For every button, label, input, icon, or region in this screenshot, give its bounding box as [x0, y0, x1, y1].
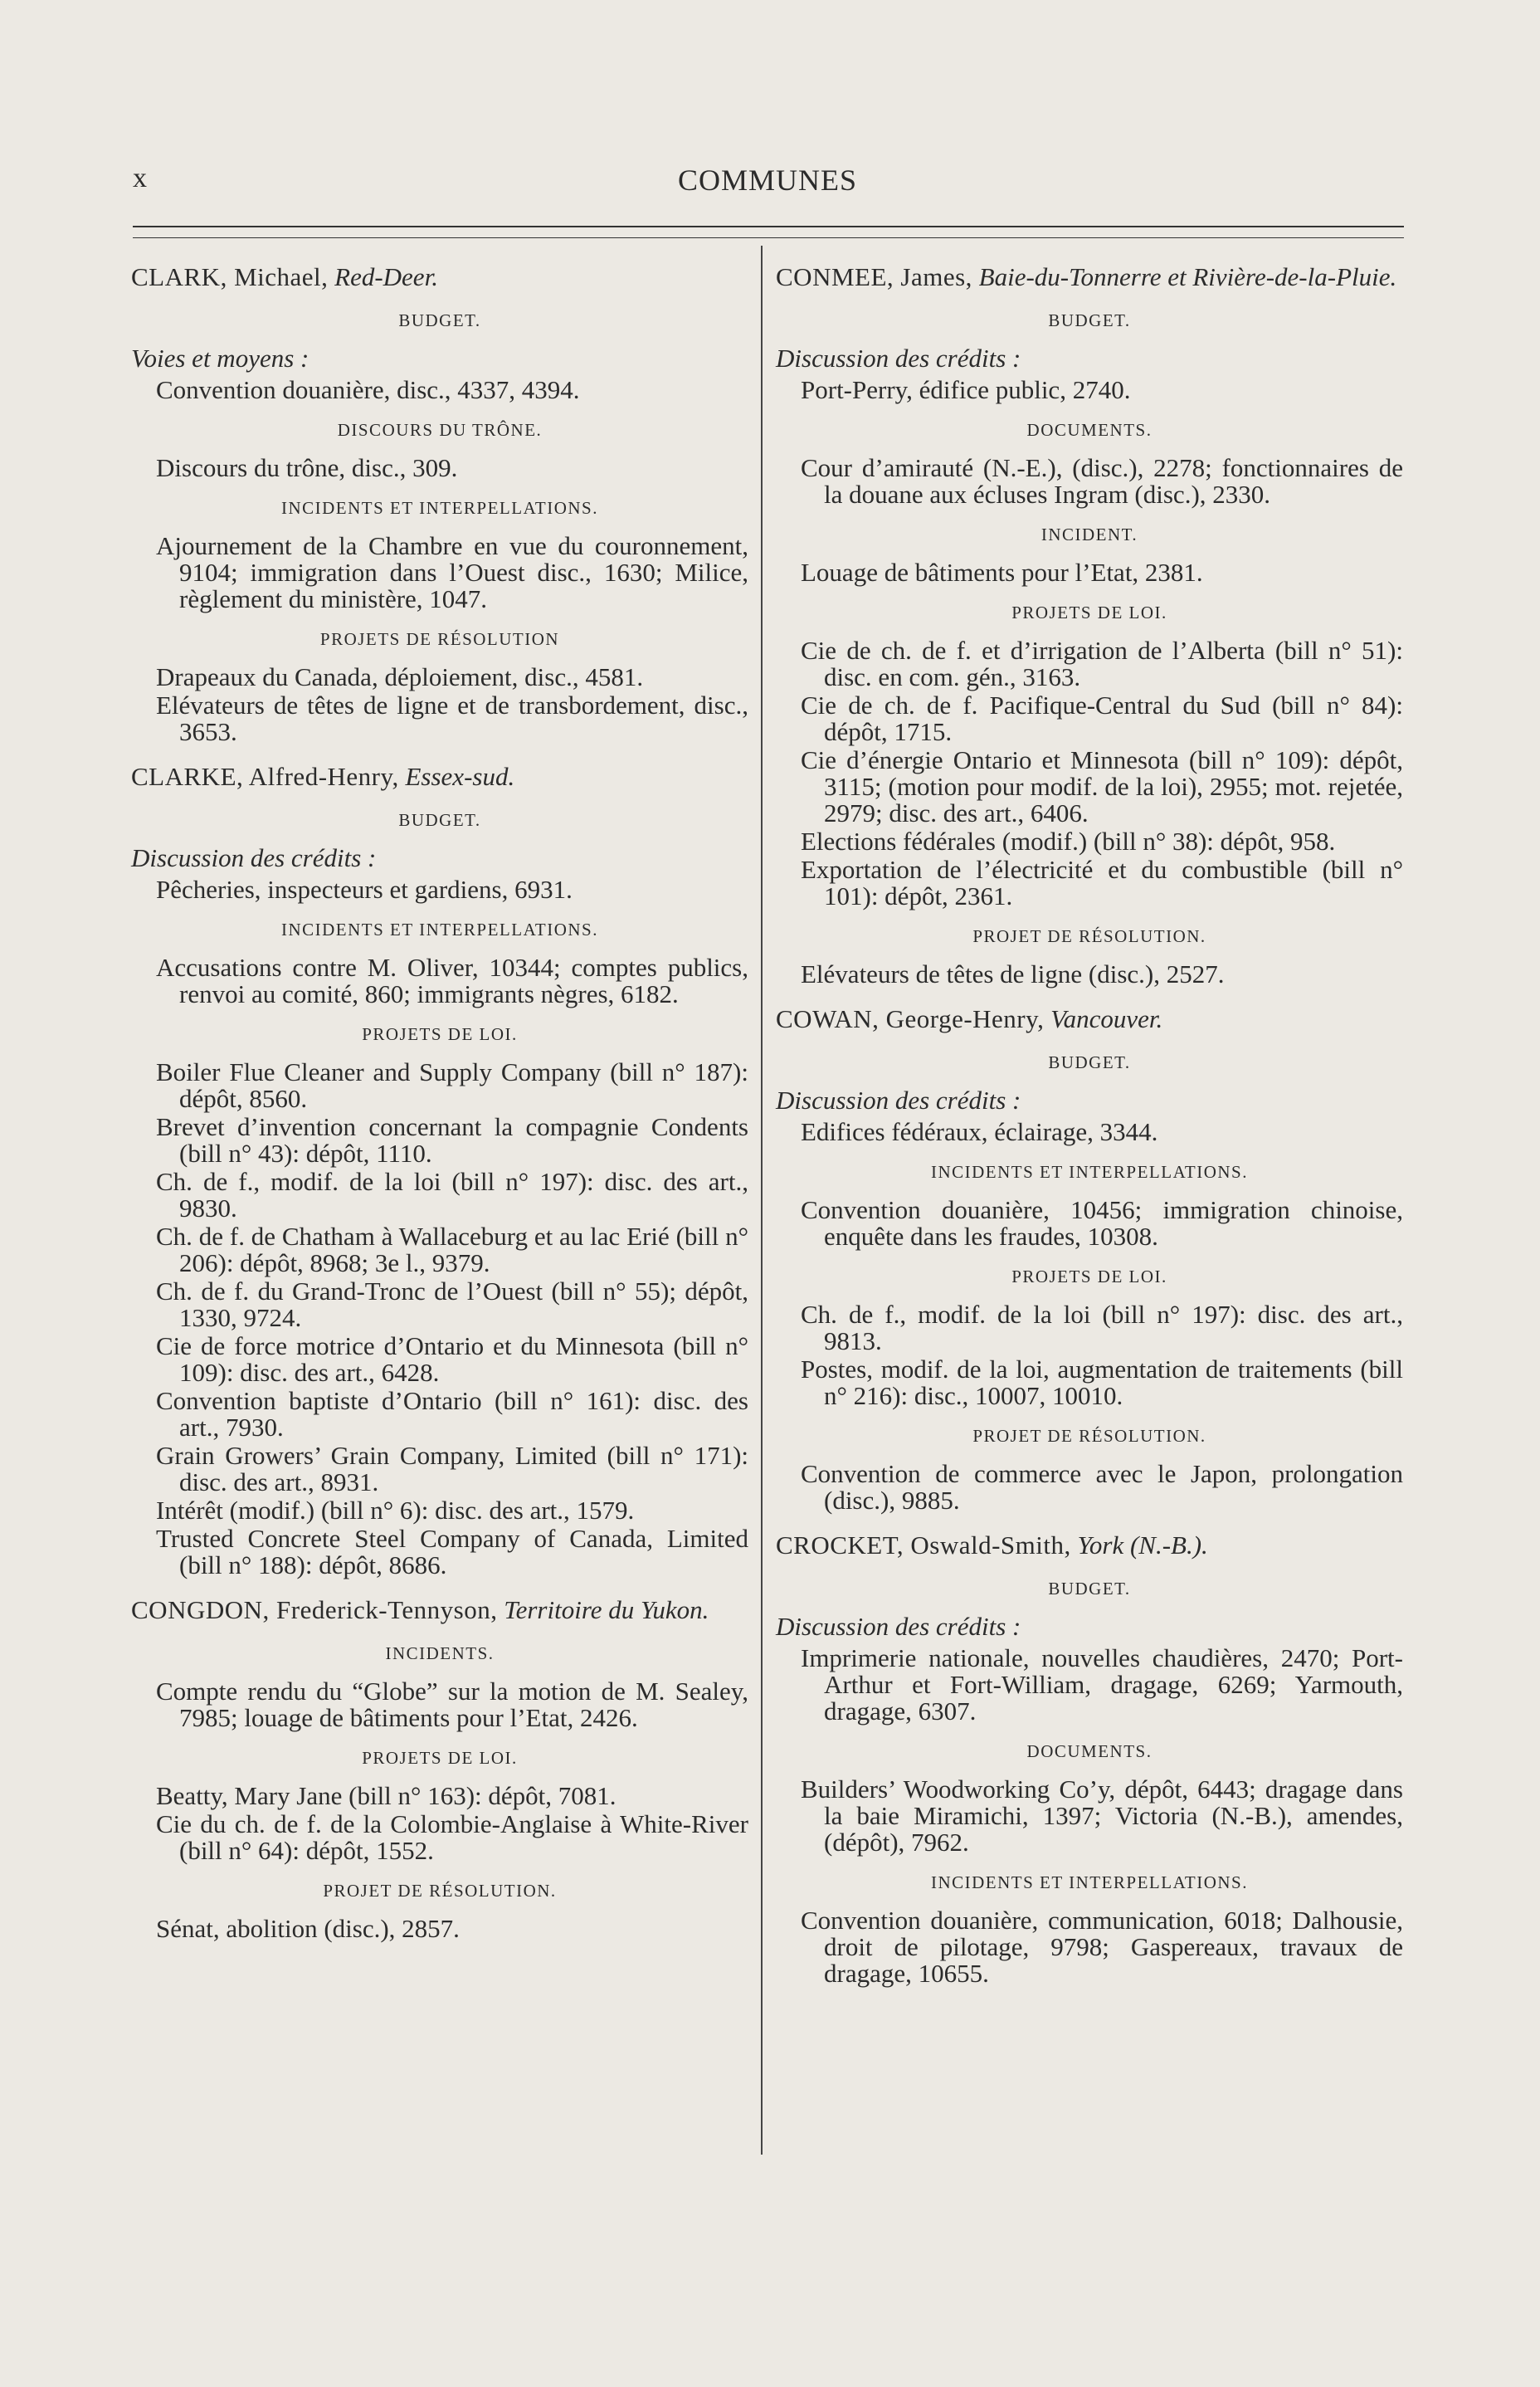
- index-item: Cie de ch. de f. et d’irrigation de l’Alberta (bill n° 51): disc. en com. gén., 3163.: [801, 636, 1403, 691]
- member-riding: Red-Deer.: [334, 262, 438, 291]
- index-item: Convention de commerce avec le Japon, prolongation (disc.), 9885.: [801, 1459, 1403, 1515]
- section-heading: PROJETS DE LOI.: [1011, 1267, 1167, 1286]
- section-heading: BUDGET.: [1048, 310, 1131, 330]
- index-item: Ch. de f., modif. de la loi (bill n° 197): disc. des art., 9813.: [801, 1300, 1403, 1355]
- index-item: Imprimerie nationale, nouvelles chaudières, 2470; Port-Arthur et Fort-William, dragage, 6269; Yarmouth, dragage, 6307.: [801, 1643, 1403, 1726]
- index-item: Cie de force motrice d’Ontario et du Minnesota (bill n° 109): disc. des art., 6428.: [156, 1331, 748, 1387]
- left-column: [131, 264, 748, 1960]
- section-heading: PROJETS DE LOI.: [1011, 603, 1167, 622]
- member-riding: Essex-sud.: [405, 762, 515, 791]
- index-item: Boiler Flue Cleaner and Supply Company (bill n° 187): dépôt, 8560.: [156, 1057, 748, 1113]
- index-item: Louage de bâtiments pour l’Etat, 2381.: [801, 558, 1203, 587]
- header-rule-thick: [133, 226, 1404, 227]
- member-name: CROCKET, Oswald-Smith,: [776, 1530, 1071, 1560]
- member-name: CONGDON, Frederick-Tennyson,: [131, 1595, 498, 1624]
- index-item: Edifices fédéraux, éclairage, 3344.: [801, 1117, 1158, 1146]
- section-heading: BUDGET.: [398, 810, 481, 830]
- right-column: [776, 264, 1403, 2005]
- section-heading: PROJETS DE LOI.: [362, 1024, 518, 1044]
- section-heading: PROJET DE RÉSOLUTION.: [972, 1426, 1206, 1446]
- index-item: Ajournement de la Chambre en vue du couronnement, 9104; immigration dans l’Ouest disc., 1630; Milice, règlement du ministère, 1047.: [156, 531, 748, 613]
- section-heading: DISCOURS DU TRÔNE.: [337, 420, 543, 440]
- index-item: Drapeaux du Canada, déploiement, disc., 4581.: [156, 662, 644, 691]
- index-item: Cie du ch. de f. de la Colombie-Anglaise à White-River (bill n° 64): dépôt, 1552.: [156, 1809, 748, 1865]
- index-item: Grain Growers’ Grain Company, Limited (bill n° 171): disc. des art., 8931.: [156, 1441, 748, 1496]
- index-item: Cour d’amirauté (N.-E.), (disc.), 2278; fonctionnaires de la douane aux écluses Ingram (disc.), 2330.: [801, 453, 1403, 509]
- member-entry: [776, 264, 1403, 988]
- index-item: Accusations contre M. Oliver, 10344; comptes publics, renvoi au comité, 860; immigrants nègres, 6182.: [156, 953, 748, 1008]
- index-item: Convention douanière, 10456; immigration chinoise, enquête dans les fraudes, 10308.: [801, 1195, 1403, 1251]
- page-header: [133, 163, 1402, 212]
- section-heading: BUDGET.: [1048, 1579, 1131, 1599]
- member-heading: [131, 764, 748, 790]
- section-heading: INCIDENTS ET INTERPELLATIONS.: [280, 920, 598, 940]
- section-heading: PROJET DE RÉSOLUTION.: [323, 1881, 557, 1901]
- header-rule-thin: [133, 237, 1404, 238]
- subsection-heading: Voies et moyens :: [131, 344, 309, 373]
- member-heading: [131, 264, 748, 290]
- index-item: Builders’ Woodworking Co’y, dépôt, 6443; dragage dans la baie Miramichi, 1397; Victoria (N.-B.), amendes, (dépôt), 7962.: [801, 1774, 1403, 1857]
- index-item: Convention douanière, communication, 6018; Dalhousie, droit de pilotage, 9798; Gaspereaux, travaux de dragage, 10655.: [801, 1906, 1403, 1988]
- section-heading: BUDGET.: [1048, 1052, 1131, 1072]
- member-riding: York (N.-B.).: [1077, 1530, 1208, 1560]
- index-item: Postes, modif. de la loi, augmentation de traitements (bill n° 216): disc., 10007, 10010.: [801, 1355, 1403, 1410]
- member-entry: [776, 1532, 1403, 1987]
- index-item: Port-Perry, édifice public, 2740.: [801, 375, 1131, 404]
- member-name: CLARKE, Alfred-Henry,: [131, 762, 399, 791]
- member-heading: [131, 1597, 748, 1623]
- index-item: Intérêt (modif.) (bill n° 6): disc. des art., 1579.: [156, 1496, 635, 1525]
- member-name: COWAN, George-Henry,: [776, 1004, 1045, 1033]
- member-riding: Territoire du Yukon.: [504, 1595, 709, 1624]
- index-item: Sénat, abolition (disc.), 2857.: [156, 1914, 460, 1943]
- subsection-heading: Discussion des crédits :: [776, 344, 1021, 373]
- member-heading: [776, 1532, 1403, 1559]
- section-heading: DOCUMENTS.: [1026, 420, 1153, 440]
- page-number: x: [133, 163, 147, 193]
- index-item: Beatty, Mary Jane (bill n° 163): dépôt, 7081.: [156, 1781, 616, 1810]
- index-item: Trusted Concrete Steel Company of Canada, Limited (bill n° 188): dépôt, 8686.: [156, 1524, 748, 1579]
- section-heading: DOCUMENTS.: [1026, 1741, 1153, 1761]
- section-heading: INCIDENTS ET INTERPELLATIONS.: [280, 498, 598, 518]
- page-title: COMMUNES: [677, 164, 858, 197]
- member-name: CONMEE, James,: [776, 262, 972, 291]
- index-item: Ch. de f. du Grand-Tronc de l’Ouest (bill n° 55); dépôt, 1330, 9724.: [156, 1276, 748, 1332]
- section-heading: PROJETS DE LOI.: [362, 1748, 518, 1768]
- section-heading: PROJET DE RÉSOLUTION.: [972, 926, 1206, 946]
- index-item: Pêcheries, inspecteurs et gardiens, 6931.: [156, 875, 573, 904]
- column-divider: [761, 246, 763, 2155]
- index-item: Brevet d’invention concernant la compagnie Condents (bill n° 43): dépôt, 1110.: [156, 1112, 748, 1168]
- index-item: Elections fédérales (modif.) (bill n° 38): dépôt, 958.: [801, 827, 1336, 856]
- member-entry: [776, 1006, 1403, 1514]
- index-item: Discours du trône, disc., 309.: [156, 453, 458, 482]
- index-item: Convention baptiste d’Ontario (bill n° 161): disc. des art., 7930.: [156, 1386, 748, 1442]
- section-heading: INCIDENT.: [1040, 525, 1138, 544]
- index-item: Convention douanière, disc., 4337, 4394.: [156, 375, 580, 404]
- member-entry: [131, 1597, 748, 1942]
- index-item: Elévateurs de têtes de ligne et de transbordement, disc., 3653.: [156, 691, 748, 746]
- section-heading: INCIDENTS ET INTERPELLATIONS.: [930, 1872, 1248, 1892]
- member-riding: Baie-du-Tonnerre et Rivière-de-la-Pluie.: [978, 262, 1397, 291]
- section-heading: BUDGET.: [398, 310, 481, 330]
- section-heading: INCIDENTS.: [385, 1643, 495, 1663]
- index-item: Elévateurs de têtes de ligne (disc.), 2527.: [801, 959, 1225, 988]
- member-name: CLARK, Michael,: [131, 262, 329, 291]
- member-entry: [131, 264, 748, 745]
- subsection-heading: Discussion des crédits :: [131, 843, 377, 872]
- index-item: Ch. de f. de Chatham à Wallaceburg et au lac Erié (bill n° 206): dépôt, 8968; 3e l., 9379.: [156, 1222, 748, 1277]
- section-heading: PROJETS DE RÉSOLUTION: [319, 629, 560, 649]
- index-item: Cie d’énergie Ontario et Minnesota (bill n° 109): dépôt, 3115; (motion pour modif. de la loi), 2955; mot. rejetée, 2979; disc. des art., 6406.: [801, 745, 1403, 827]
- member-heading: [776, 1006, 1403, 1032]
- subsection-heading: Discussion des crédits :: [776, 1086, 1021, 1115]
- index-item: Exportation de l’électricité et du combustible (bill n° 101): dépôt, 2361.: [801, 855, 1403, 910]
- index-item: Ch. de f., modif. de la loi (bill n° 197): disc. des art., 9830.: [156, 1167, 748, 1223]
- member-riding: Vancouver.: [1050, 1004, 1163, 1033]
- member-heading: [776, 264, 1403, 290]
- section-heading: INCIDENTS ET INTERPELLATIONS.: [930, 1162, 1248, 1182]
- member-entry: [131, 764, 748, 1579]
- index-item: Cie de ch. de f. Pacifique-Central du Sud (bill n° 84): dépôt, 1715.: [801, 691, 1403, 746]
- index-item: Compte rendu du “Globe” sur la motion de M. Sealey, 7985; louage de bâtiments pour l’Etat, 2426.: [156, 1677, 748, 1732]
- subsection-heading: Discussion des crédits :: [776, 1612, 1021, 1641]
